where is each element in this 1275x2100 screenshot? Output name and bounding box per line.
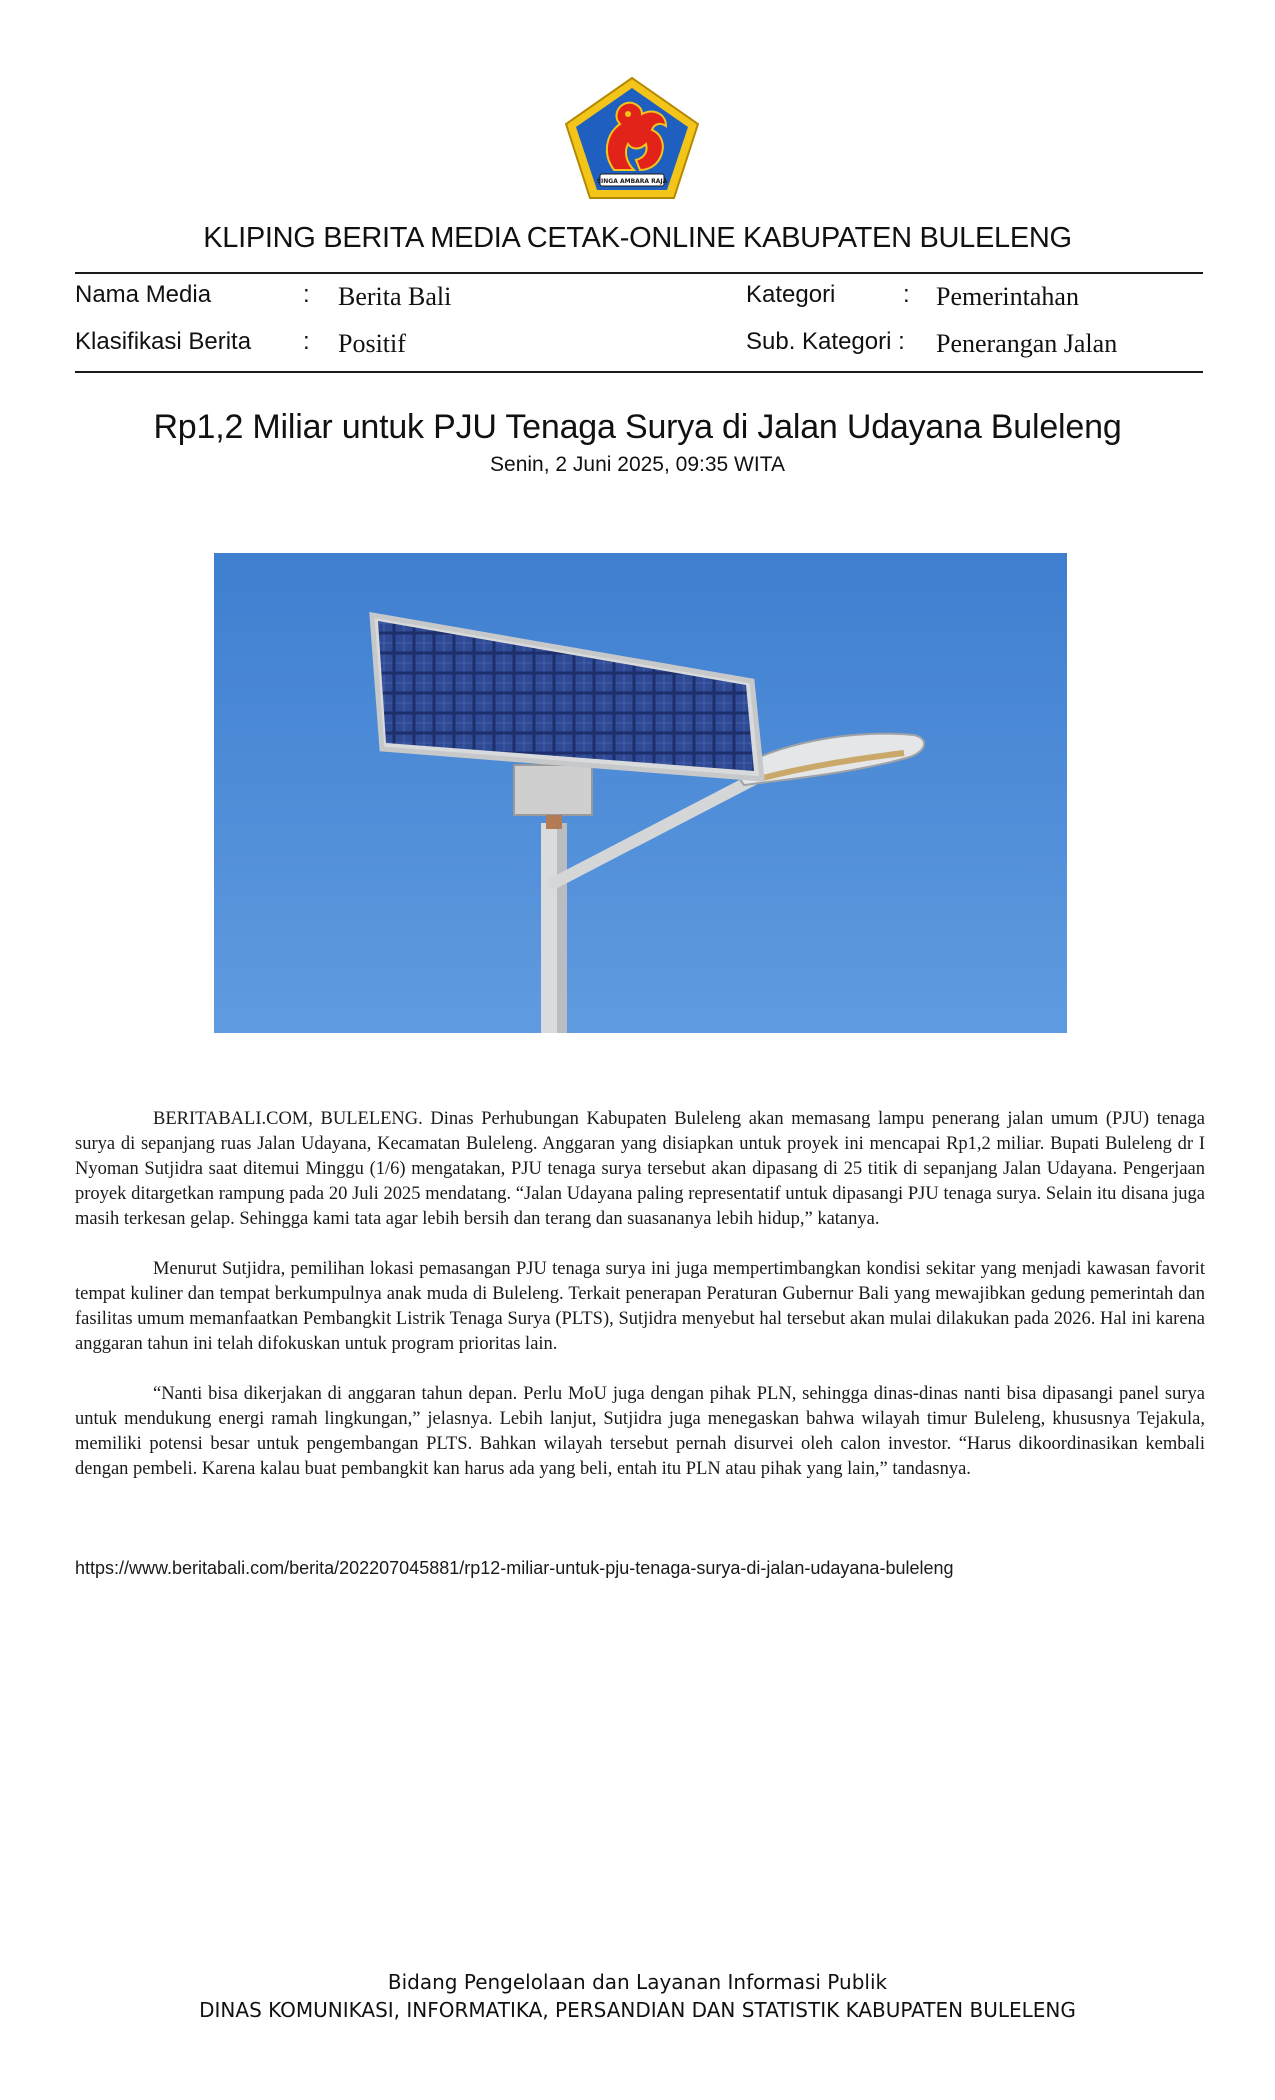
article-paragraph: “Nanti bisa dikerjakan di anggaran tahun depan. Perlu MoU juga dengan pihak PLN, sehingga dinas-dinas nanti bisa dipasangi panel surya untuk mendukung energi ramah lingkungan,” jelasnya. Lebih lanjut, Sutjidra juga menegaskan bahwa wilayah timur Buleleng, khususnya Tejakula, memiliki potensi besar untuk pengembangan PLTS. Bahkan wilayah tersebut pernah disurvei oleh calon investor. “Harus dikoordinasikan kembali dengan pembeli. Karena kalau buat pembangkit kan harus ada yang beli, entah itu PLN atau pihak yang lain,” tandasnya.: [75, 1384, 1205, 1479]
article-paragraph: Menurut Sutjidra, pemilihan lokasi pemasangan PJU tenaga surya ini juga mempertimbangkan kondisi sekitar yang menjadi kawasan favorit tempat kuliner dan tempat berkumpulnya anak muda di Buleleng. Terkait penerapan Peraturan Gubernur Bali yang mewajibkan gedung pemerintah dan fasilitas umum memanfaatkan Pembangkit Listrik Tenaga Surya (PLTS), Sutjidra menyebut hal tersebut akan mulai dilakukan pada 2026. Hal ini karena anggaran tahun ini telah difokuskan untuk program prioritas lain.: [75, 1259, 1205, 1354]
logo-motto: SINGA AMBARA RAJA: [596, 178, 668, 185]
header-rule-bottom: [75, 371, 1203, 373]
kategori-colon: :: [903, 281, 910, 308]
article-body: [75, 1107, 1205, 1507]
footer-division: Bidang Pengelolaan dan Layanan Informasi Publik: [387, 1970, 888, 1994]
kategori-label: Kategori: [746, 281, 836, 308]
header-rule-top: [75, 272, 1203, 274]
footer: [0, 1968, 1275, 2024]
media-label: Nama Media: [75, 281, 212, 308]
footer-agency: DINAS KOMUNIKASI, INFORMATIKA, PERSANDIAN DAN STATISTIK KABUPATEN BULELENG: [199, 1998, 1076, 2022]
article-dateline: Senin, 2 Juni 2025, 09:35 WITA: [490, 453, 785, 476]
clipping-title: KLIPING BERITA MEDIA CETAK-ONLINE KABUPATEN BULELENG: [203, 222, 1072, 254]
buleleng-emblem-logo: [562, 74, 702, 202]
media-colon: :: [303, 281, 310, 308]
media-value: Berita Bali: [338, 282, 452, 311]
klasifikasi-label: Klasifikasi Berita: [75, 328, 252, 355]
source-link[interactable]: https://www.beritabali.com/berita/202207045881/rp12-miliar-untuk-pju-tenaga-surya-di-jalan-udayana-buleleng: [75, 1558, 954, 1578]
kategori-value: Pemerintahan: [936, 282, 1079, 311]
article-paragraph: BERITABALI.COM, BULELENG. Dinas Perhubungan Kabupaten Buleleng akan memasang lampu penerang jalan umum (PJU) tenaga surya di sepanjang ruas Jalan Udayana, Kecamatan Buleleng. Anggaran yang disiapkan untuk proyek ini mencapai Rp1,2 miliar. Bupati Buleleng dr I Nyoman Sutjidra saat ditemui Minggu (1/6) mengatakan, PJU tenaga surya tersebut akan dipasang di 25 titik di sepanjang Jalan Udayana. Pengerjaan proyek ditargetkan rampung pada 20 Juli 2025 mendatang. “Jalan Udayana paling representatif untuk dipasangi PJU tenaga surya. Selain itu disana juga masih terkesan gelap. Sehingga kami tata agar lebih bersih dan terang dan suasananya lebih hidup,” katanya.: [75, 1109, 1205, 1229]
solar-street-light-photo: [214, 553, 1067, 1033]
sub-kategori-label: Sub. Kategori :: [746, 328, 905, 355]
article-headline: Rp1,2 Miliar untuk PJU Tenaga Surya di Jalan Udayana Buleleng: [153, 408, 1122, 446]
klasifikasi-value: Positif: [338, 329, 406, 358]
sub-kategori-value: Penerangan Jalan: [936, 329, 1118, 358]
klasifikasi-colon: :: [303, 328, 310, 355]
